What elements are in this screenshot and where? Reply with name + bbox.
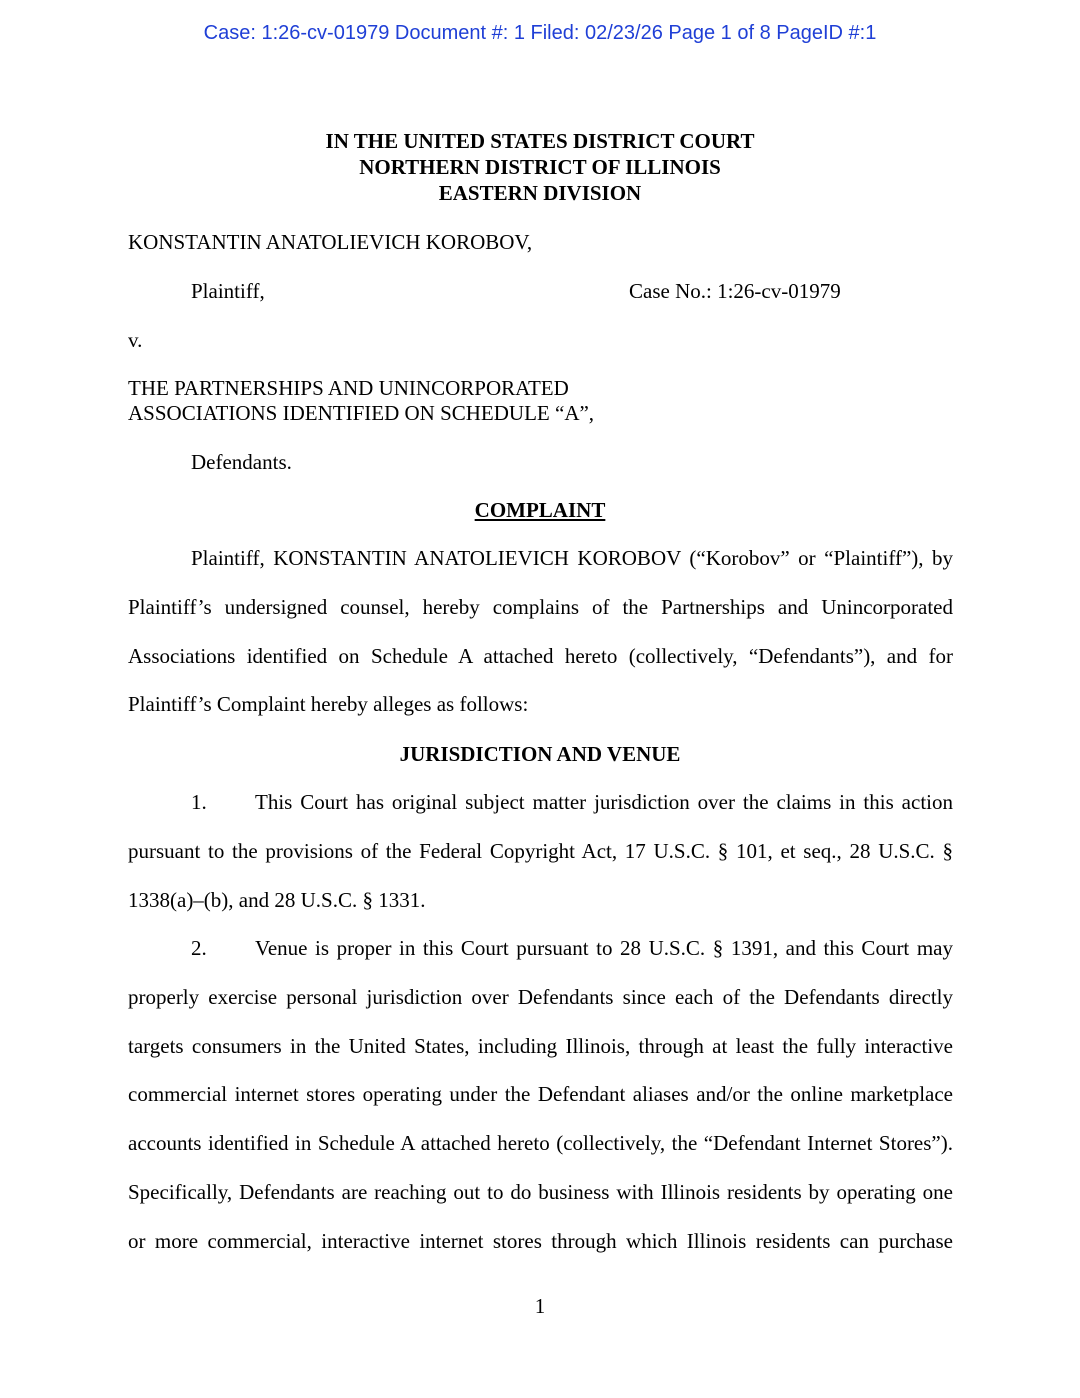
paragraph-line: properly exercise personal jurisdiction over Defendants since each of the Defendants directly <box>128 984 953 1009</box>
paragraph-line: pursuant to the provisions of the Federal Copyright Act, 17 U.S.C. § 101, et seq., 28 U.S.C. § <box>128 838 953 863</box>
section-heading: JURISDICTION AND VENUE <box>399 742 681 766</box>
document-title-text: COMPLAINT <box>474 498 606 522</box>
paragraph-2 <box>128 924 953 1266</box>
paragraph-line: Specifically, Defendants are reaching out to do business with Illinois residents by operating one <box>128 1179 953 1204</box>
paragraph-text: This Court has original subject matter jurisdiction over the claims in this action <box>255 790 953 814</box>
paragraph-2-first-line <box>128 924 953 973</box>
paragraph-line: targets consumers in the United States, including Illinois, through at least the fully interactive <box>128 1033 953 1058</box>
paragraph-line: 1338(a)–(b), and 28 U.S.C. § 1331. <box>128 887 426 912</box>
paragraph-1 <box>128 778 953 924</box>
intro-line: Associations identified on Schedule A attached hereto (collectively, “Defendants”), and for <box>128 643 953 668</box>
plaintiff-role: Plaintiff, <box>191 279 265 303</box>
filing-stamp: Case: 1:26-cv-01979 Document #: 1 Filed: 02/23/26 Page 1 of 8 PageID #:1 <box>203 22 877 44</box>
paragraph-1-first-line <box>128 778 953 827</box>
defendant-name-line-2: ASSOCIATIONS IDENTIFIED ON SCHEDULE “A”, <box>128 401 595 425</box>
paragraph-number: 1. <box>191 790 207 814</box>
intro-line: Plaintiff, KONSTANTIN ANATOLIEVICH KOROBOV (“Korobov” or “Plaintiff”), by <box>191 546 953 570</box>
court-heading-line-2: NORTHERN DISTRICT OF ILLINOIS <box>359 155 721 179</box>
defendant-role: Defendants. <box>191 450 292 474</box>
court-heading <box>0 128 1080 206</box>
versus: v. <box>128 328 143 352</box>
paragraph-line: commercial internet stores operating under the Defendant aliases and/or the online marketplace <box>128 1082 953 1107</box>
paragraph-text: Venue is proper in this Court pursuant to 28 U.S.C. § 1391, and this Court may <box>255 936 953 960</box>
intro-line: Plaintiff’s Complaint hereby alleges as follows: <box>128 692 529 717</box>
page-number: 1 <box>534 1294 546 1318</box>
defendant-name-line-1: THE PARTNERSHIPS AND UNINCORPORATED <box>128 376 569 400</box>
document-title <box>0 497 1080 523</box>
court-heading-line-1: IN THE UNITED STATES DISTRICT COURT <box>325 129 755 153</box>
paragraph-line: or more commercial, interactive internet stores through which Illinois residents can purchase <box>128 1228 953 1253</box>
intro-line: Plaintiff’s undersigned counsel, hereby complains of the Partnerships and Unincorporated <box>128 594 953 619</box>
case-number: Case No.: 1:26-cv-01979 <box>629 279 841 303</box>
paragraph-line: accounts identified in Schedule A attached hereto (collectively, the “Defendant Internet Stores”). <box>128 1131 953 1156</box>
paragraph-number: 2. <box>191 936 207 960</box>
court-heading-line-3: EASTERN DIVISION <box>438 181 642 205</box>
plaintiff-name: KONSTANTIN ANATOLIEVICH KOROBOV, <box>128 230 533 254</box>
intro-paragraph <box>128 534 953 729</box>
